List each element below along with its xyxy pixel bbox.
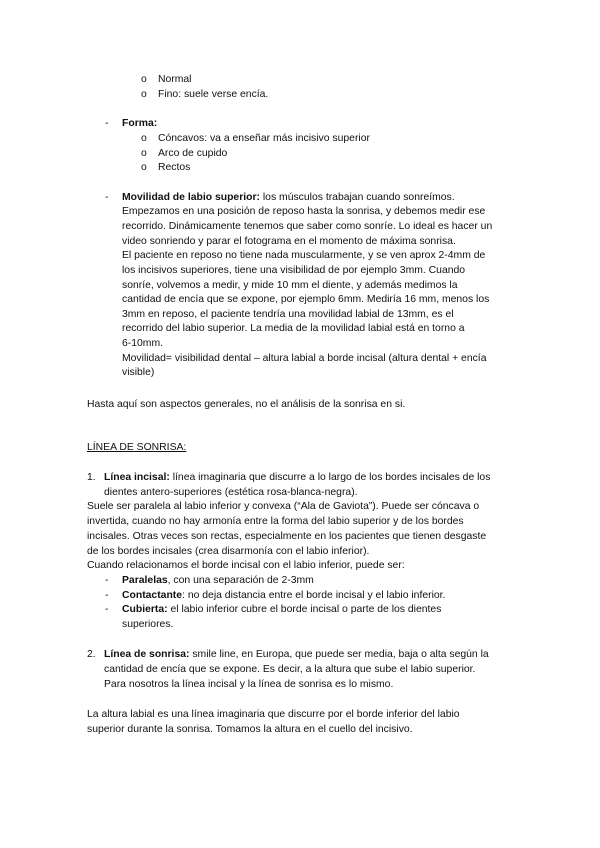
paragraph-line: Cuando relacionamos el borde incisal con el labio inferior, puede ser: (87, 560, 405, 571)
sub-bullet: o (141, 133, 147, 144)
paragraph-line: de los bordes incisales (crea disarmonía con el labio inferior). (87, 546, 370, 557)
relacion-item: Cubierta: el labio inferior cubre el borde incisal o parte de los dientes (122, 604, 442, 615)
movilidad-line: Movilidad= visibilidad dental – altura labial a borde incisal (altura dental + encía (122, 353, 487, 364)
list-number: 1. (87, 472, 96, 483)
sub-bullet: o (141, 74, 147, 85)
estado-item: Normal (158, 74, 192, 85)
dash-bullet: - (105, 192, 109, 203)
dash-bullet: - (105, 604, 109, 615)
paragraph-line: Suele ser paralela al labio inferior y convexa (“Ala de Gaviota”). Puede ser cóncava o (87, 501, 480, 512)
movilidad-line: visible) (122, 367, 155, 378)
movilidad-line: los incisivos superiores, tiene una visibilidad de por ejemplo 3mm. Cuando (122, 265, 466, 276)
forma-item: Arco de cupido (158, 148, 228, 159)
section-title: LÍNEA DE SONRISA: (87, 442, 187, 453)
paragraph-line: incisales. Otras veces son rectas, especialmente en los pacientes que tienen desgaste (87, 531, 487, 542)
sonrisa-line: cantidad de encía que se expone. Es decir, a la altura que sube el labio superior. (104, 664, 476, 675)
movilidad-line: 3mm en reposo, el paciente tendría una movilidad labial de 13mm, es el (122, 309, 454, 320)
dash-bullet: - (105, 575, 109, 586)
paragraph-line: La altura labial es una línea imaginaria que discurre por el borde inferior del labio (87, 709, 460, 720)
relacion-item: Contactante: no deja distancia entre el borde incisal y el labio inferior. (122, 590, 446, 601)
sonrisa-line: Para nosotros la línea incisal y la línea de sonrisa es lo mismo. (104, 679, 394, 690)
movilidad-line: cantidad de encía que se expone, por ejemplo 6mm. Mediría 16 mm, menos los (122, 294, 490, 305)
movilidad-line: recorrido. Dinámicamente tenemos que saber como sonríe. Lo ideal es hacer un (122, 221, 493, 232)
dash-bullet: - (105, 590, 109, 601)
sonrisa-line: Línea de sonrisa: smile line, en Europa, que puede ser media, baja o alta según la (104, 649, 489, 660)
movilidad-line: Movilidad de labio superior: los músculos trabajan cuando sonreímos. (122, 192, 455, 203)
incisal-line: Línea incisal: línea imaginaria que discurre a lo largo de los bordes incisales de los (104, 472, 491, 483)
movilidad-line: video sonriendo y parar el fotograma en el momento de máxima sonrisa. (122, 236, 456, 247)
movilidad-line: Empezamos en una posición de reposo hasta la sonrisa, y debemos medir ese (122, 206, 486, 217)
movilidad-line: recorrido del labio superior. La media de la movilidad labial está en torno a (122, 323, 465, 334)
forma-item: Cóncavos: va a enseñar más incisivo superior (158, 133, 370, 144)
forma-heading: Forma: (122, 118, 158, 129)
paragraph-line: superior durante la sonrisa. Tomamos la altura en el cuello del incisivo. (87, 724, 413, 735)
movilidad-line: 6-10mm. (122, 338, 163, 349)
sub-bullet: o (141, 148, 147, 159)
list-number: 2. (87, 649, 96, 660)
estado-item: Fino: suele verse encía. (158, 89, 269, 100)
relacion-item: Paralelas, con una separación de 2-3mm (122, 575, 314, 586)
paragraph-line: Hasta aquí son aspectos generales, no el análisis de la sonrisa en si. (87, 399, 406, 410)
incisal-line: dientes antero-superiores (estética rosa-blanca-negra). (104, 487, 358, 498)
movilidad-line: sonríe, volvemos a medir, y mide 10 mm el diente, y además medimos la (122, 280, 458, 291)
paragraph-line: invertida, cuando no hay armonía entre la forma del labio superior y de los bordes (87, 516, 464, 527)
sub-bullet: o (141, 162, 147, 173)
relacion-item-cont: superiores. (122, 619, 174, 630)
movilidad-line: El paciente en reposo no tiene nada muscularmente, y se ven aprox 2-4mm de (122, 250, 486, 261)
forma-item: Rectos (158, 162, 191, 173)
sub-bullet: o (141, 89, 147, 100)
dash-bullet: - (105, 118, 109, 129)
